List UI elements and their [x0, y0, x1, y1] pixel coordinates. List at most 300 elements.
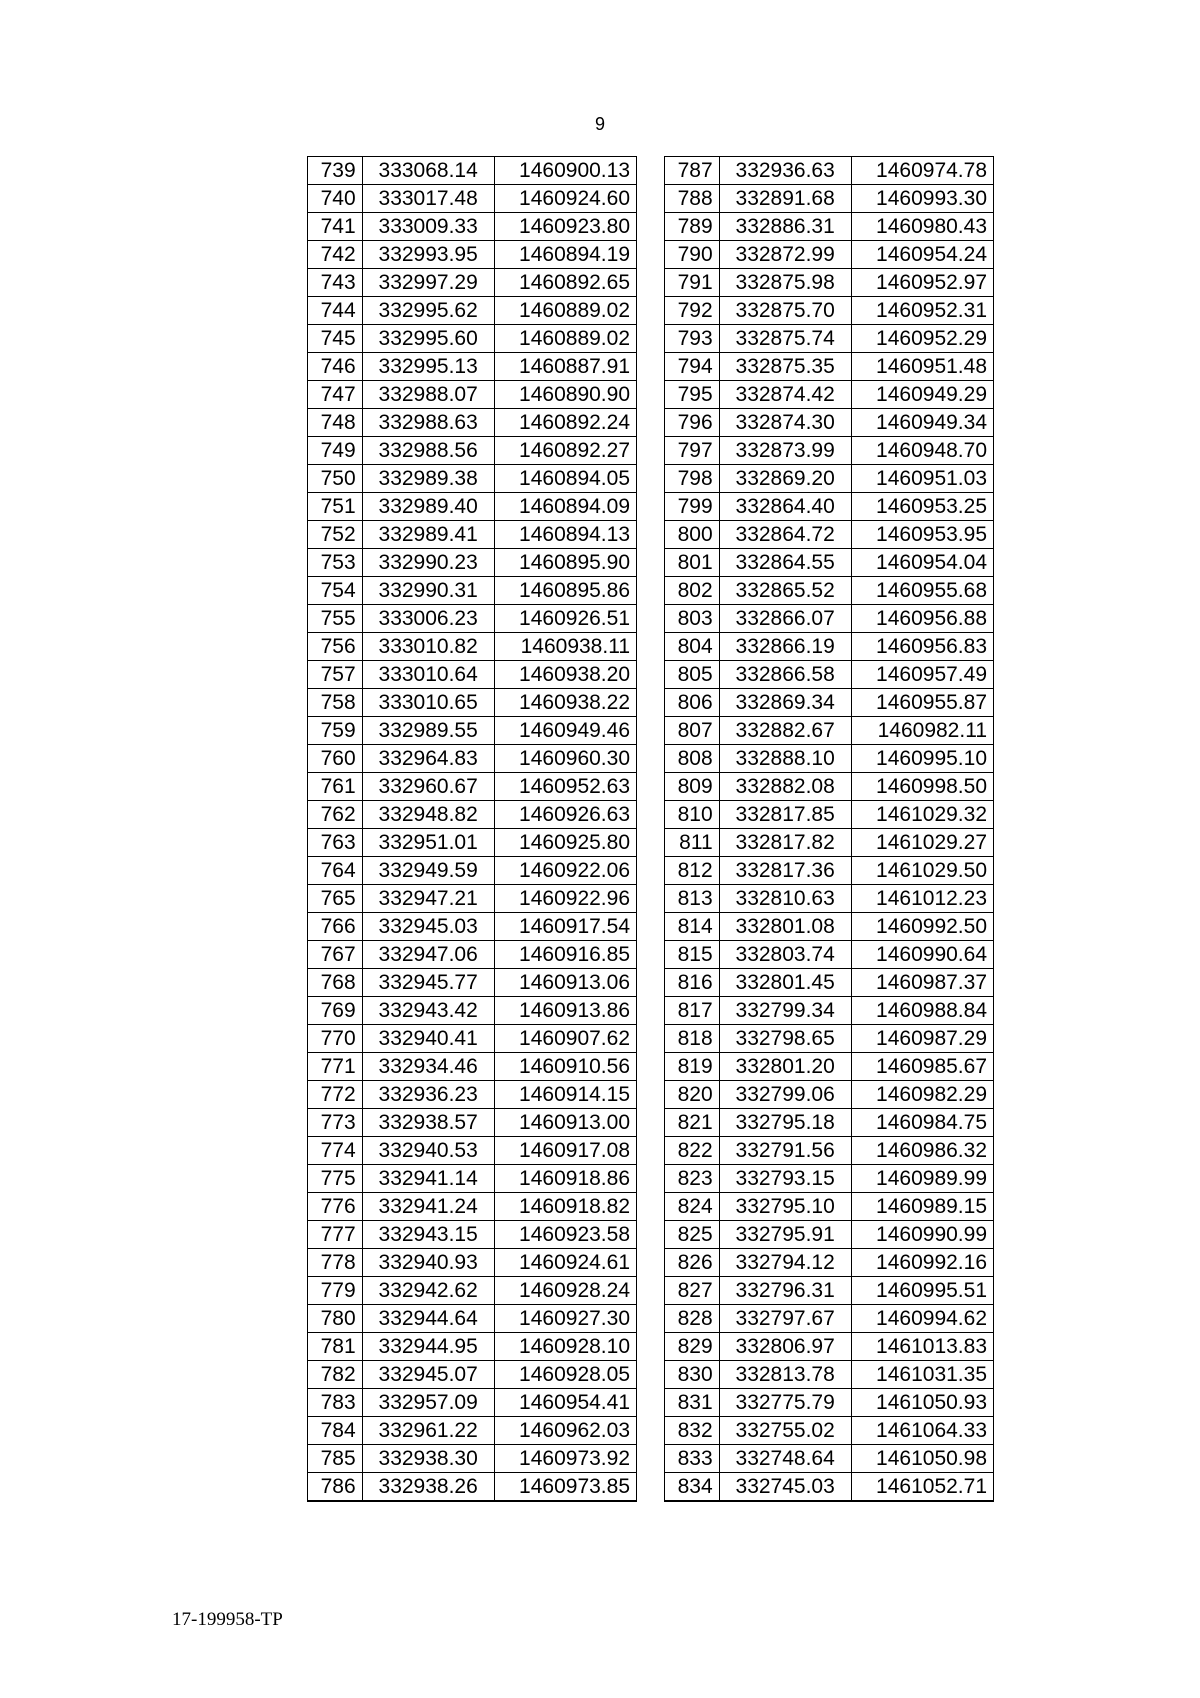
- y-coordinate-cell: 1461052.71: [851, 1473, 993, 1502]
- x-coordinate-cell: 332997.29: [362, 269, 494, 297]
- y-coordinate-cell: 1460992.16: [851, 1249, 993, 1277]
- table-row: [308, 1249, 637, 1277]
- x-coordinate-cell: 332882.67: [719, 717, 851, 745]
- x-coordinate-cell: 332891.68: [719, 185, 851, 213]
- x-coordinate-cell: 332799.06: [719, 1081, 851, 1109]
- point-number-cell: 743: [308, 269, 363, 297]
- table-row: [665, 269, 994, 297]
- table-row: [308, 577, 637, 605]
- x-coordinate-cell: 333017.48: [362, 185, 494, 213]
- point-number-cell: 819: [665, 1053, 720, 1081]
- y-coordinate-cell: 1460889.02: [494, 325, 636, 353]
- y-coordinate-cell: 1461012.23: [851, 885, 993, 913]
- y-coordinate-cell: 1460955.68: [851, 577, 993, 605]
- table-row: [665, 1249, 994, 1277]
- y-coordinate-cell: 1460989.15: [851, 1193, 993, 1221]
- y-coordinate-cell: 1460910.56: [494, 1053, 636, 1081]
- x-coordinate-cell: 332941.24: [362, 1193, 494, 1221]
- y-coordinate-cell: 1460994.62: [851, 1305, 993, 1333]
- x-coordinate-cell: 332960.67: [362, 773, 494, 801]
- x-coordinate-cell: 332964.83: [362, 745, 494, 773]
- point-number-cell: 756: [308, 633, 363, 661]
- x-coordinate-cell: 332938.26: [362, 1473, 494, 1502]
- point-number-cell: 802: [665, 577, 720, 605]
- point-number-cell: 748: [308, 409, 363, 437]
- point-number-cell: 797: [665, 437, 720, 465]
- table-row: [308, 157, 637, 185]
- y-coordinate-cell: 1460892.24: [494, 409, 636, 437]
- x-coordinate-cell: 332869.20: [719, 465, 851, 493]
- point-number-cell: 766: [308, 913, 363, 941]
- table-row: [308, 409, 637, 437]
- point-number-cell: 823: [665, 1165, 720, 1193]
- x-coordinate-cell: 332947.06: [362, 941, 494, 969]
- x-coordinate-cell: 332934.46: [362, 1053, 494, 1081]
- table-row: [665, 633, 994, 661]
- table-row: [308, 1361, 637, 1389]
- x-coordinate-cell: 332944.95: [362, 1333, 494, 1361]
- x-coordinate-cell: 332957.09: [362, 1389, 494, 1417]
- x-coordinate-cell: 332938.57: [362, 1109, 494, 1137]
- point-number-cell: 809: [665, 773, 720, 801]
- x-coordinate-cell: 332943.15: [362, 1221, 494, 1249]
- table-row: [665, 577, 994, 605]
- y-coordinate-cell: 1460957.49: [851, 661, 993, 689]
- point-number-cell: 832: [665, 1417, 720, 1445]
- y-coordinate-cell: 1460954.04: [851, 549, 993, 577]
- table-row: [308, 801, 637, 829]
- x-coordinate-cell: 332795.18: [719, 1109, 851, 1137]
- point-number-cell: 825: [665, 1221, 720, 1249]
- x-coordinate-cell: 332806.97: [719, 1333, 851, 1361]
- x-coordinate-cell: 332775.79: [719, 1389, 851, 1417]
- point-number-cell: 828: [665, 1305, 720, 1333]
- table-row: [665, 381, 994, 409]
- x-coordinate-cell: 332794.12: [719, 1249, 851, 1277]
- y-coordinate-cell: 1460923.80: [494, 213, 636, 241]
- point-number-cell: 827: [665, 1277, 720, 1305]
- point-number-cell: 787: [665, 157, 720, 185]
- x-coordinate-cell: 333068.14: [362, 157, 494, 185]
- point-number-cell: 816: [665, 969, 720, 997]
- y-coordinate-cell: 1460890.90: [494, 381, 636, 409]
- table-row: [308, 493, 637, 521]
- y-coordinate-cell: 1460962.03: [494, 1417, 636, 1445]
- point-number-cell: 792: [665, 297, 720, 325]
- x-coordinate-cell: 332940.93: [362, 1249, 494, 1277]
- point-number-cell: 770: [308, 1025, 363, 1053]
- table-row: [308, 241, 637, 269]
- point-number-cell: 761: [308, 773, 363, 801]
- table-row: [308, 1081, 637, 1109]
- table-row: [308, 829, 637, 857]
- x-coordinate-cell: 332810.63: [719, 885, 851, 913]
- point-number-cell: 781: [308, 1333, 363, 1361]
- y-coordinate-cell: 1460918.82: [494, 1193, 636, 1221]
- table-row: [665, 409, 994, 437]
- table-row: [665, 913, 994, 941]
- y-coordinate-cell: 1460922.06: [494, 857, 636, 885]
- coordinate-table-body: [665, 157, 994, 1502]
- table-row: [665, 1389, 994, 1417]
- table-row: [665, 1361, 994, 1389]
- table-row: [308, 213, 637, 241]
- y-coordinate-cell: 1460980.43: [851, 213, 993, 241]
- x-coordinate-cell: 332791.56: [719, 1137, 851, 1165]
- point-number-cell: 791: [665, 269, 720, 297]
- point-number-cell: 776: [308, 1193, 363, 1221]
- y-coordinate-cell: 1460917.54: [494, 913, 636, 941]
- point-number-cell: 753: [308, 549, 363, 577]
- y-coordinate-cell: 1460993.30: [851, 185, 993, 213]
- point-number-cell: 829: [665, 1333, 720, 1361]
- table-row: [308, 1389, 637, 1417]
- y-coordinate-cell: 1460952.97: [851, 269, 993, 297]
- table-row: [665, 1081, 994, 1109]
- point-number-cell: 741: [308, 213, 363, 241]
- y-coordinate-cell: 1461050.93: [851, 1389, 993, 1417]
- table-row: [308, 941, 637, 969]
- point-number-cell: 804: [665, 633, 720, 661]
- point-number-cell: 820: [665, 1081, 720, 1109]
- y-coordinate-cell: 1461029.50: [851, 857, 993, 885]
- x-coordinate-cell: 332874.42: [719, 381, 851, 409]
- table-row: [308, 717, 637, 745]
- y-coordinate-cell: 1460895.90: [494, 549, 636, 577]
- x-coordinate-cell: 332944.64: [362, 1305, 494, 1333]
- x-coordinate-cell: 333010.82: [362, 633, 494, 661]
- x-coordinate-cell: 332801.45: [719, 969, 851, 997]
- y-coordinate-cell: 1460922.96: [494, 885, 636, 913]
- y-coordinate-cell: 1460892.65: [494, 269, 636, 297]
- y-coordinate-cell: 1460918.86: [494, 1165, 636, 1193]
- y-coordinate-cell: 1460990.99: [851, 1221, 993, 1249]
- point-number-cell: 757: [308, 661, 363, 689]
- y-coordinate-cell: 1460924.61: [494, 1249, 636, 1277]
- x-coordinate-cell: 333009.33: [362, 213, 494, 241]
- x-coordinate-cell: 332938.30: [362, 1445, 494, 1473]
- x-coordinate-cell: 332872.99: [719, 241, 851, 269]
- y-coordinate-cell: 1460887.91: [494, 353, 636, 381]
- x-coordinate-cell: 332936.63: [719, 157, 851, 185]
- y-coordinate-cell: 1460984.75: [851, 1109, 993, 1137]
- point-number-cell: 803: [665, 605, 720, 633]
- x-coordinate-cell: 332748.64: [719, 1445, 851, 1473]
- table-row: [665, 997, 994, 1025]
- y-coordinate-cell: 1461029.27: [851, 829, 993, 857]
- point-number-cell: 755: [308, 605, 363, 633]
- table-row: [308, 1445, 637, 1473]
- x-coordinate-cell: 332988.56: [362, 437, 494, 465]
- x-coordinate-cell: 332793.15: [719, 1165, 851, 1193]
- point-number-cell: 774: [308, 1137, 363, 1165]
- y-coordinate-cell: 1461064.33: [851, 1417, 993, 1445]
- y-coordinate-cell: 1460995.51: [851, 1277, 993, 1305]
- point-number-cell: 822: [665, 1137, 720, 1165]
- table-row: [308, 1109, 637, 1137]
- point-number-cell: 771: [308, 1053, 363, 1081]
- table-row: [665, 1109, 994, 1137]
- y-coordinate-cell: 1460995.10: [851, 745, 993, 773]
- y-coordinate-cell: 1460926.63: [494, 801, 636, 829]
- point-number-cell: 805: [665, 661, 720, 689]
- table-row: [308, 437, 637, 465]
- x-coordinate-cell: 332936.23: [362, 1081, 494, 1109]
- table-row: [665, 213, 994, 241]
- x-coordinate-cell: 332990.23: [362, 549, 494, 577]
- y-coordinate-cell: 1460914.15: [494, 1081, 636, 1109]
- x-coordinate-cell: 332995.62: [362, 297, 494, 325]
- y-coordinate-cell: 1460900.13: [494, 157, 636, 185]
- x-coordinate-cell: 332945.03: [362, 913, 494, 941]
- x-coordinate-cell: 332864.40: [719, 493, 851, 521]
- table-row: [308, 745, 637, 773]
- x-coordinate-cell: 332864.55: [719, 549, 851, 577]
- y-coordinate-cell: 1461050.98: [851, 1445, 993, 1473]
- x-coordinate-cell: 332989.41: [362, 521, 494, 549]
- point-number-cell: 758: [308, 689, 363, 717]
- table-row: [308, 549, 637, 577]
- point-number-cell: 798: [665, 465, 720, 493]
- y-coordinate-cell: 1460973.85: [494, 1473, 636, 1502]
- table-row: [308, 185, 637, 213]
- table-row: [665, 857, 994, 885]
- point-number-cell: 772: [308, 1081, 363, 1109]
- x-coordinate-cell: 332795.10: [719, 1193, 851, 1221]
- y-coordinate-cell: 1460985.67: [851, 1053, 993, 1081]
- table-row: [308, 689, 637, 717]
- point-number-cell: 765: [308, 885, 363, 913]
- point-number-cell: 767: [308, 941, 363, 969]
- y-coordinate-cell: 1460955.87: [851, 689, 993, 717]
- x-coordinate-cell: 332942.62: [362, 1277, 494, 1305]
- y-coordinate-cell: 1460988.84: [851, 997, 993, 1025]
- table-row: [308, 381, 637, 409]
- table-row: [665, 885, 994, 913]
- point-number-cell: 783: [308, 1389, 363, 1417]
- y-coordinate-cell: 1460894.19: [494, 241, 636, 269]
- point-number-cell: 793: [665, 325, 720, 353]
- point-number-cell: 769: [308, 997, 363, 1025]
- point-number-cell: 817: [665, 997, 720, 1025]
- x-coordinate-cell: 332866.58: [719, 661, 851, 689]
- x-coordinate-cell: 332993.95: [362, 241, 494, 269]
- point-number-cell: 740: [308, 185, 363, 213]
- point-number-cell: 801: [665, 549, 720, 577]
- point-number-cell: 744: [308, 297, 363, 325]
- y-coordinate-cell: 1460951.03: [851, 465, 993, 493]
- x-coordinate-cell: 333010.64: [362, 661, 494, 689]
- point-number-cell: 763: [308, 829, 363, 857]
- y-coordinate-cell: 1460928.10: [494, 1333, 636, 1361]
- x-coordinate-cell: 332988.07: [362, 381, 494, 409]
- point-number-cell: 782: [308, 1361, 363, 1389]
- x-coordinate-cell: 332886.31: [719, 213, 851, 241]
- x-coordinate-cell: 332940.41: [362, 1025, 494, 1053]
- y-coordinate-cell: 1460926.51: [494, 605, 636, 633]
- x-coordinate-cell: 332866.19: [719, 633, 851, 661]
- table-row: [665, 745, 994, 773]
- point-number-cell: 806: [665, 689, 720, 717]
- y-coordinate-cell: 1460956.83: [851, 633, 993, 661]
- x-coordinate-cell: 333010.65: [362, 689, 494, 717]
- x-coordinate-cell: 332988.63: [362, 409, 494, 437]
- y-coordinate-cell: 1460916.85: [494, 941, 636, 969]
- y-coordinate-cell: 1460952.29: [851, 325, 993, 353]
- table-row: [308, 521, 637, 549]
- x-coordinate-cell: 332797.67: [719, 1305, 851, 1333]
- table-row: [665, 941, 994, 969]
- y-coordinate-cell: 1460987.29: [851, 1025, 993, 1053]
- x-coordinate-cell: 332864.72: [719, 521, 851, 549]
- table-row: [308, 1473, 637, 1502]
- table-row: [308, 1305, 637, 1333]
- point-number-cell: 749: [308, 437, 363, 465]
- point-number-cell: 760: [308, 745, 363, 773]
- point-number-cell: 764: [308, 857, 363, 885]
- y-coordinate-cell: 1460949.46: [494, 717, 636, 745]
- table-row: [308, 885, 637, 913]
- y-coordinate-cell: 1460913.06: [494, 969, 636, 997]
- x-coordinate-cell: 332875.70: [719, 297, 851, 325]
- point-number-cell: 814: [665, 913, 720, 941]
- point-number-cell: 759: [308, 717, 363, 745]
- point-number-cell: 785: [308, 1445, 363, 1473]
- table-row: [665, 493, 994, 521]
- table-row: [308, 1417, 637, 1445]
- document-code: 17-199958-TP: [172, 1609, 283, 1630]
- x-coordinate-cell: 332795.91: [719, 1221, 851, 1249]
- table-row: [665, 1025, 994, 1053]
- point-number-cell: 794: [665, 353, 720, 381]
- table-row: [665, 1193, 994, 1221]
- y-coordinate-cell: 1460998.50: [851, 773, 993, 801]
- x-coordinate-cell: 332989.40: [362, 493, 494, 521]
- y-coordinate-cell: 1460938.22: [494, 689, 636, 717]
- point-number-cell: 821: [665, 1109, 720, 1137]
- x-coordinate-cell: 332875.98: [719, 269, 851, 297]
- point-number-cell: 746: [308, 353, 363, 381]
- point-number-cell: 799: [665, 493, 720, 521]
- x-coordinate-cell: 332989.55: [362, 717, 494, 745]
- point-number-cell: 777: [308, 1221, 363, 1249]
- x-coordinate-cell: 332948.82: [362, 801, 494, 829]
- table-row: [308, 857, 637, 885]
- table-row: [308, 1137, 637, 1165]
- table-row: [665, 1417, 994, 1445]
- y-coordinate-cell: 1461029.32: [851, 801, 993, 829]
- table-row: [308, 353, 637, 381]
- table-row: [665, 689, 994, 717]
- table-row: [665, 829, 994, 857]
- y-coordinate-cell: 1460956.88: [851, 605, 993, 633]
- table-row: [665, 1165, 994, 1193]
- point-number-cell: 795: [665, 381, 720, 409]
- point-number-cell: 779: [308, 1277, 363, 1305]
- table-row: [665, 325, 994, 353]
- page-number: 9: [594, 114, 605, 134]
- x-coordinate-cell: 332943.42: [362, 997, 494, 1025]
- point-number-cell: 789: [665, 213, 720, 241]
- table-row: [665, 717, 994, 745]
- y-coordinate-cell: 1460982.29: [851, 1081, 993, 1109]
- x-coordinate-cell: 332945.77: [362, 969, 494, 997]
- table-row: [665, 1221, 994, 1249]
- point-number-cell: 752: [308, 521, 363, 549]
- point-number-cell: 784: [308, 1417, 363, 1445]
- y-coordinate-cell: 1460973.92: [494, 1445, 636, 1473]
- x-coordinate-cell: 332817.36: [719, 857, 851, 885]
- x-coordinate-cell: 332989.38: [362, 465, 494, 493]
- table-row: [665, 1333, 994, 1361]
- x-coordinate-cell: 332798.65: [719, 1025, 851, 1053]
- table-row: [665, 437, 994, 465]
- table-row: [665, 969, 994, 997]
- table-row: [308, 325, 637, 353]
- y-coordinate-cell: 1460913.00: [494, 1109, 636, 1137]
- table-row: [665, 773, 994, 801]
- y-coordinate-cell: 1460982.11: [851, 717, 993, 745]
- x-coordinate-cell: 332799.34: [719, 997, 851, 1025]
- y-coordinate-cell: 1460927.30: [494, 1305, 636, 1333]
- y-coordinate-cell: 1460990.64: [851, 941, 993, 969]
- x-coordinate-cell: 332945.07: [362, 1361, 494, 1389]
- x-coordinate-cell: 332941.14: [362, 1165, 494, 1193]
- x-coordinate-cell: 332873.99: [719, 437, 851, 465]
- x-coordinate-cell: 332813.78: [719, 1361, 851, 1389]
- y-coordinate-cell: 1460923.58: [494, 1221, 636, 1249]
- x-coordinate-cell: 332961.22: [362, 1417, 494, 1445]
- point-number-cell: 762: [308, 801, 363, 829]
- point-number-cell: 831: [665, 1389, 720, 1417]
- point-number-cell: 739: [308, 157, 363, 185]
- y-coordinate-cell: 1460894.13: [494, 521, 636, 549]
- table-row: [665, 1445, 994, 1473]
- x-coordinate-cell: 332817.85: [719, 801, 851, 829]
- y-coordinate-cell: 1460889.02: [494, 297, 636, 325]
- table-row: [308, 1053, 637, 1081]
- y-coordinate-cell: 1460992.50: [851, 913, 993, 941]
- table-row: [308, 997, 637, 1025]
- point-number-cell: 790: [665, 241, 720, 269]
- y-coordinate-cell: 1460924.60: [494, 185, 636, 213]
- x-coordinate-cell: 332947.21: [362, 885, 494, 913]
- y-coordinate-cell: 1460951.48: [851, 353, 993, 381]
- table-row: [665, 801, 994, 829]
- x-coordinate-cell: 332875.35: [719, 353, 851, 381]
- coordinate-table-right: [664, 156, 994, 1502]
- table-row: [308, 913, 637, 941]
- y-coordinate-cell: 1460928.24: [494, 1277, 636, 1305]
- y-coordinate-cell: 1460938.20: [494, 661, 636, 689]
- x-coordinate-cell: 332801.20: [719, 1053, 851, 1081]
- table-row: [308, 633, 637, 661]
- point-number-cell: 811: [665, 829, 720, 857]
- y-coordinate-cell: 1460953.25: [851, 493, 993, 521]
- x-coordinate-cell: 332940.53: [362, 1137, 494, 1165]
- table-row: [308, 269, 637, 297]
- x-coordinate-cell: 332801.08: [719, 913, 851, 941]
- y-coordinate-cell: 1460987.37: [851, 969, 993, 997]
- point-number-cell: 824: [665, 1193, 720, 1221]
- y-coordinate-cell: 1460894.09: [494, 493, 636, 521]
- point-number-cell: 773: [308, 1109, 363, 1137]
- table-row: [308, 1193, 637, 1221]
- x-coordinate-cell: 332882.08: [719, 773, 851, 801]
- table-row: [308, 661, 637, 689]
- table-row: [665, 1137, 994, 1165]
- x-coordinate-cell: 332995.60: [362, 325, 494, 353]
